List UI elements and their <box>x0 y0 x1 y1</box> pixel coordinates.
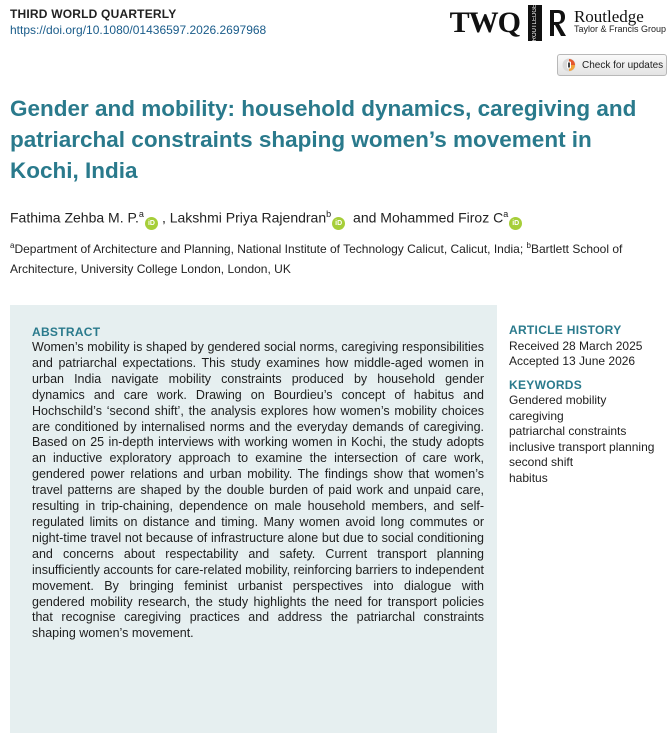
orcid-icon[interactable]: iD <box>509 217 522 230</box>
article-sidebar <box>509 323 667 494</box>
routledge-badge: ROUTLEDGE <box>528 5 542 41</box>
author-affil-mark: a <box>503 209 509 219</box>
author-list <box>10 204 526 230</box>
publisher-group: Taylor & Francis Group <box>573 24 666 34</box>
orcid-icon[interactable]: iD <box>145 217 158 230</box>
accepted-date: Accepted 13 June 2026 <box>509 354 636 368</box>
publisher-name: Routledge <box>573 7 644 26</box>
keywords-heading: KEYWORDS <box>509 377 583 392</box>
article-title: Gender and mobility: household dynamics, caregiving and patriarchal constraints shaping women’s movement in Kochi, India <box>10 96 637 183</box>
journal-header <box>10 6 266 38</box>
orcid-icon[interactable]: iD <box>332 217 345 230</box>
routledge-r-icon <box>547 7 569 39</box>
crossmark-icon <box>562 58 576 72</box>
affil-mark: b <box>526 241 531 250</box>
keyword-item[interactable]: inclusive transport planning <box>509 439 655 454</box>
affiliations <box>10 236 665 279</box>
keyword-item[interactable]: patriarchal constraints <box>509 424 627 438</box>
received-date: Received 28 March 2025 <box>509 338 643 353</box>
author-name[interactable]: Fathima Zehba M. P. <box>10 209 139 226</box>
abstract-text: Women’s mobility is shaped by gendered social norms, caregiving responsibilities and patriarchal expectations. This study examines how middle-aged women in urban India navigate mobility constraints produced by household gender dynamics and care work. Drawing on Bourdieu’s concept of habitus and Hochschild’s ‘second shift’, the analysis explores how women’s mobility choices are conditioned by internalised norms and the everyday demands of caregiving. Based on 25 in-depth interviews with working women in Kochi, the study adopts an inductive exploratory approach to examine the intersection of care work, gendered power relations and urban mobility. The findings show that women’s travel patterns are shaped by the double burden of paid work and unpaid care, resulting in trip-chaining, dependence on male household members, and self-regulated limits on distance and timing. Many women avoid long commutes or night-time travel not because of infrastructure alone but due to social conditioning and concerns about respectability and safety. Current transport planning insufficiently accounts for care-related mobility, reinforcing barriers to independent movement. By bringing feminist urbanist perspectives into dialogue with gendered mobility research, the study highlights the need for transport policies that recognise caregiving practices and address the patriarchal constraints shaping women’s movement. <box>32 340 484 641</box>
abstract-panel <box>10 305 497 733</box>
keyword-item[interactable]: second shift <box>509 455 574 469</box>
twq-logo: TWQ <box>449 6 520 39</box>
author-separator: , <box>161 209 170 226</box>
abstract-heading: ABSTRACT <box>32 325 101 339</box>
publisher-text <box>573 7 666 36</box>
affil-text: Department of Architecture and Planning, National Institute of Technology Calicut, Calicut, India; <box>14 242 527 256</box>
keyword-item[interactable]: caregiving <box>509 408 564 423</box>
author-separator: and <box>349 209 381 226</box>
article-history-heading: ARTICLE HISTORY <box>509 323 622 337</box>
article-history <box>509 323 667 370</box>
author-name[interactable]: Lakshmi Priya Rajendran <box>169 209 327 226</box>
check-updates-button[interactable] <box>557 54 667 76</box>
author-affil-mark: b <box>326 209 332 219</box>
doi-link[interactable]: https://doi.org/10.1080/01436597.2026.2697968 <box>10 23 267 37</box>
journal-name: THIRD WORLD QUARTERLY <box>10 7 177 21</box>
author-name[interactable]: Mohammed Firoz C <box>380 209 504 226</box>
keyword-item[interactable]: habitus <box>509 470 548 485</box>
keyword-item[interactable]: Gendered mobility <box>509 393 607 407</box>
author-affil-mark: a <box>138 209 144 219</box>
keyword-list <box>509 393 667 486</box>
check-updates-label: Check for updates <box>582 59 664 71</box>
affil-text: Bartlett School of Architecture, University College London, London, UK <box>10 242 623 276</box>
publisher-logos <box>450 2 666 44</box>
keywords <box>509 378 667 487</box>
affil-mark: a <box>10 241 15 250</box>
